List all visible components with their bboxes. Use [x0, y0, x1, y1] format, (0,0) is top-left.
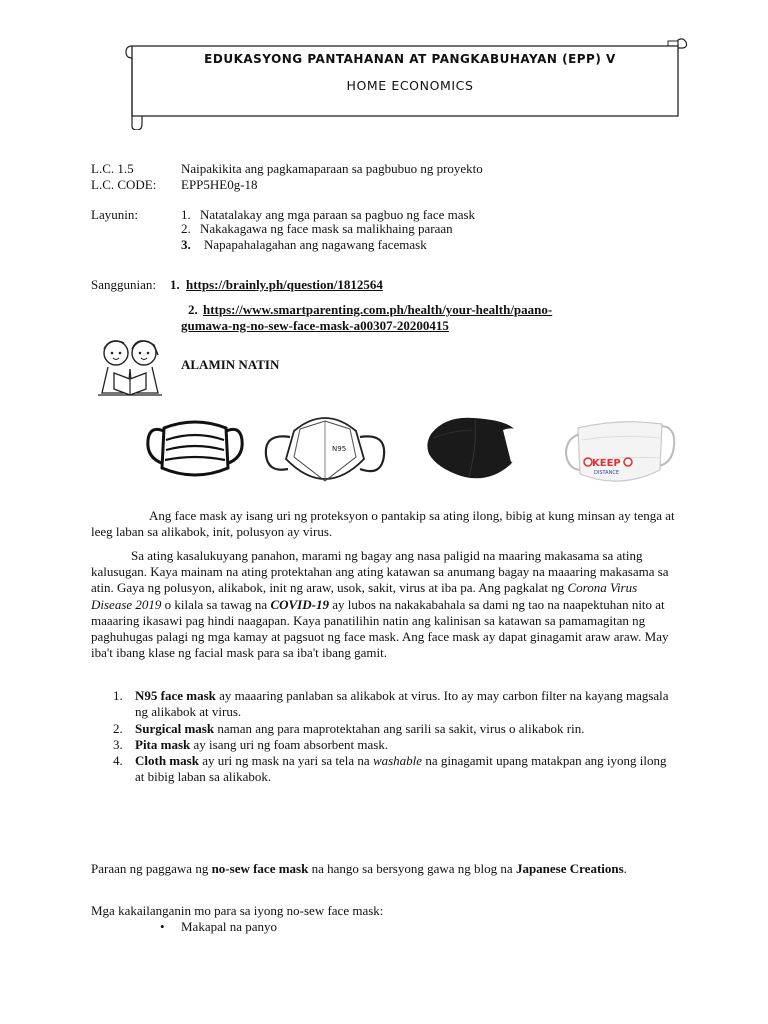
lc-code-value: EPP5HE0g-18	[181, 177, 258, 192]
layunin-label: Layunin:	[91, 207, 138, 222]
lc-value: Naipakikita ang pagkamaparaan sa pagbubuo ng proyekto	[181, 161, 483, 176]
surgical-mask-image	[140, 410, 250, 490]
cloth-mask-print-keep: KEEP	[592, 458, 621, 469]
paragraph-covid: Sa ating kasalukuyang panahon, marami ng bagay ang nasa paligid na maaring makasama sa ating kalusugan. Kaya mainam na ating protektahan ang ating katawan sa anumang bagay na maaaring makasama sa atin. Gaya ng polusyon, alikabok, init ng araw, usok, sakit, virus at iba pa. Ang pagkalat ng Corona Virus Disease 2019 o kilala sa tawag na COVID-19 ay lubos na nakakabahala sa dami ng tao na naapektuhan nito at maaaring ikasawi pag hindi naagapan. Kaya panatilihin natin ang kalinisan sa katawan sa pamamagitan ng paghuhugas palagi ng mga kamay at pagsuot ng face mask. Ang face mask ay dapat ginagamit araw araw. May iba't ibang klase ng facial mask para sa iba't ibang gamit.	[91, 548, 669, 661]
list-number: 4.	[113, 753, 123, 768]
section-title: ALAMIN NATIN	[181, 357, 280, 372]
layunin-item-num: 1.	[181, 207, 191, 222]
layunin-item-num: 2.	[181, 221, 191, 236]
bullet-icon: •	[160, 919, 165, 934]
list-number: 2.	[113, 721, 123, 736]
list-item: N95 face mask ay maaaring panlaban sa alikabok at virus. Ito ay may carbon filter na kayang magsala ng alikabok at virus.	[135, 688, 669, 720]
document-title: EDUKASYONG PANTAHANAN AT PANGKABUHAYAN (EPP) V	[204, 52, 616, 66]
kids-reading-illustration	[90, 333, 170, 403]
document-subtitle: HOME ECONOMICS	[346, 78, 474, 93]
materials-intro: Mga kakailanganin mo para sa iyong no-sew face mask:	[91, 903, 384, 918]
n95-print-text: N95	[332, 445, 347, 453]
cloth-mask-print-distance: DISTANCE	[594, 470, 619, 476]
covid-short-name: COVID-19	[270, 596, 329, 612]
layunin-item-num: 3.	[181, 237, 191, 252]
layunin-item: Napapahalagahan ang nagawang facemask	[204, 237, 427, 252]
reference-link-2-line-1[interactable]: https://www.smartparenting.com.ph/health/your-health/paano-	[203, 302, 553, 317]
list-item: Surgical mask naman ang para maprotektahan ang sarili sa sakit, virus o alikabok rin.	[135, 721, 585, 736]
reference-link-1[interactable]: https://brainly.ph/question/1812564	[186, 277, 383, 292]
covid-long-name: Corona Virus Disease 2019	[91, 580, 638, 612]
pita-mask-image	[415, 404, 530, 488]
list-item: Cloth mask ay uri ng mask na yari sa tela na washable na ginagamit upang matakpan ang iyong ilong at bibig laban sa alikabok.	[135, 753, 667, 785]
paragraph-intro: Ang face mask ay isang uri ng proteksyon o pantakip sa ating ilong, bibig at kung minsan ay tenga at leeg laban sa alikabok, init, polusyon ay virus.	[91, 508, 675, 540]
n95-mask-image	[260, 407, 390, 493]
layunin-item: Nakakagawa ng face mask sa malikhaing paraan	[200, 221, 453, 236]
layunin-item: Natatalakay ang mga paraan sa pagbuo ng face mask	[200, 207, 476, 222]
reference-num: 1.	[170, 277, 180, 292]
reference-link-2-line-2[interactable]: gumawa-ng-no-sew-face-mask-a00307-20200415	[181, 318, 449, 333]
list-number: 1.	[113, 688, 123, 703]
cloth-mask-image	[560, 404, 680, 496]
lc-code-label: L.C. CODE:	[91, 177, 157, 192]
sanggunian-label: Sanggunian:	[91, 277, 156, 292]
paraan-paragraph: Paraan ng paggawa ng no-sew face mask na hango sa bersyong gawa ng blog na Japanese Creations.	[91, 861, 627, 876]
list-item: Pita mask ay isang uri ng foam absorbent mask.	[135, 737, 389, 752]
list-number: 3.	[113, 737, 123, 752]
lc-label: L.C. 1.5	[91, 161, 134, 176]
reference-num: 2.	[188, 302, 198, 317]
materials-item: Makapal na panyo	[181, 919, 278, 934]
